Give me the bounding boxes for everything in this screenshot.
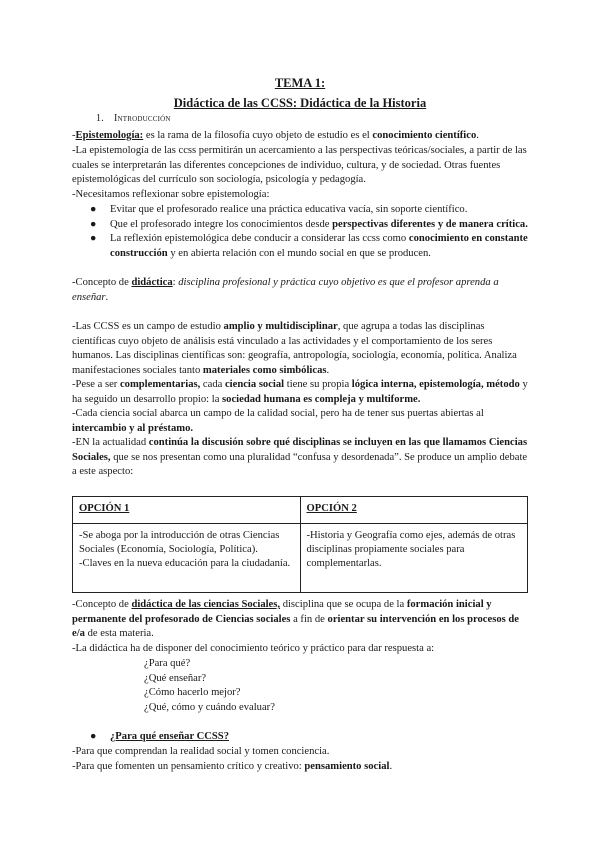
- text-run: disciplina que se ocupa de la: [280, 599, 407, 610]
- bold-run: conocimiento en constante construcción: [110, 233, 528, 259]
- question-item: ¿Qué, cómo y cuándo evaluar?: [144, 702, 275, 713]
- list-item-text: Evitar que el profesorado realice una práctica educativa vacía, sin soporte científico.: [110, 204, 468, 215]
- bullet-icon: ●: [90, 204, 97, 215]
- list-item: [90, 203, 530, 218]
- doc-title-tema: TEMA 1:: [274, 76, 326, 90]
- bold-run: conocimiento científico: [372, 130, 477, 141]
- question-item: ¿Para qué?: [144, 658, 191, 669]
- text-run: -Concepto de: [72, 277, 132, 288]
- italic-run: disciplina profesional y práctica cuyo objetivo es que el profesor aprenda a enseñar: [72, 277, 499, 303]
- options-table: [72, 496, 528, 593]
- bullet-icon: ●: [90, 218, 97, 230]
- paragraph-ccss-perspectivas: [72, 144, 528, 188]
- paragraph-fomenten: [72, 760, 528, 775]
- bold-run: perspectivas diferentes y de manera crítica.: [332, 218, 528, 230]
- text-run: , que agrupa a todas las disciplinas científicas cuyo objeto de análisis está vinculado a las actividades y el comportamiento de los seres humanos. Las disciplinas científicas son: geografía, antropología, sociología, economía, política. Analiza manifestaciones sociales tanto: [72, 321, 517, 376]
- list-item-text: y en abierta relación con el mundo social en que se producen.: [167, 247, 431, 259]
- text-run: .: [105, 291, 109, 303]
- table-header-option-1: OPCIÓN 1: [73, 497, 301, 524]
- bold-run: materiales como simbólicas: [202, 364, 327, 376]
- term-didactica-ccss: didáctica de las ciencias Sociales,: [131, 599, 281, 610]
- paragraph-text: -Necesitamos reflexionar sobre epistemología:: [72, 189, 270, 200]
- bold-run: formación inicial y permanente del profesorado de Ciencias sociales: [72, 599, 492, 625]
- text-run: y ha seguido un desarrollo propio: la: [72, 379, 528, 405]
- paragraph-complementarias: [72, 378, 528, 407]
- paragraph-text: -Para que comprendan la realidad social y tomen conciencia.: [72, 746, 330, 757]
- text-run: :: [172, 277, 179, 288]
- bold-run: ciencia social: [224, 379, 285, 390]
- text-run: -Las CCSS es un campo de estudio: [72, 321, 224, 332]
- table-header-option-2: OPCIÓN 2: [300, 497, 528, 524]
- paragraph-ccss-campo: [72, 320, 528, 378]
- list-item: [90, 232, 530, 261]
- bullet-heading-text: ¿Para qué enseñar CCSS?: [110, 731, 229, 742]
- text-run: -Pese a ser: [72, 379, 120, 390]
- bullet-icon: ●: [90, 233, 97, 245]
- doc-title-subject: Didáctica de las CCSS: Didáctica de la Historia: [173, 96, 427, 110]
- bold-run: amplio y multidisciplinar: [223, 321, 338, 332]
- list-item: [90, 730, 530, 745]
- text-run: cada: [200, 379, 225, 390]
- text-run: es la rama de la filosofía cuyo objeto de estudio es el: [143, 130, 373, 141]
- text-run: .: [389, 761, 393, 772]
- paragraph-cada-ciencia: [72, 407, 528, 436]
- list-item: [90, 218, 530, 233]
- paragraph-la-didactica: [72, 642, 528, 657]
- cell-line: -Claves en la nueva educación para la ciudadanía.: [79, 557, 291, 569]
- text-run: a fin de: [290, 613, 328, 625]
- bold-run: lógica interna, epistemología, método: [351, 379, 520, 390]
- bold-run: intercambio y al préstamo.: [72, 422, 194, 434]
- bold-run: pensamiento social: [304, 761, 390, 772]
- paragraph-necesitamos: [72, 188, 528, 203]
- bold-run: sociedad humana es compleja y multiforme.: [222, 393, 421, 405]
- text-run: .: [476, 130, 479, 141]
- bold-run: orientar su intervención en los procesos de e/a: [72, 613, 519, 640]
- table-cell-option-2: -Historia y Geografía como ejes, además de otras disciplinas propiamente sociales para complementarlas.: [300, 524, 528, 593]
- text-run: -: [72, 130, 76, 141]
- bullet-heading-para-que: [90, 730, 530, 745]
- text-run: -Para que fomenten un pensamiento crítico y creativo:: [72, 761, 305, 772]
- bold-run: complementarias,: [119, 379, 201, 390]
- paragraph-epistemologia: [72, 129, 528, 144]
- paragraph-actualidad: [72, 436, 528, 480]
- text-run: que se nos presentan como una pluralidad “confusa y desordenada”. Se produce un amplio debate a este aspecto:: [72, 451, 528, 478]
- section-heading: [96, 113, 171, 124]
- paragraph-comprendan: [72, 745, 528, 760]
- text-run: -EN la actualidad: [72, 437, 149, 448]
- text-run: de esta materia.: [84, 628, 154, 640]
- text-run: -Concepto de: [72, 599, 132, 610]
- text-run: -Cada ciencia social abarca un campo de la calidad social, pero ha de tener sus puertas abiertas al: [72, 408, 484, 419]
- bold-run: continúa la discusión sobre qué disciplinas se incluyen en las que llamamos Ciencias Sociales,: [72, 437, 528, 463]
- bullet-list-epistemologia: [90, 203, 530, 261]
- list-item-text: Que el profesorado integre los conocimientos desde: [110, 218, 333, 230]
- section-number: 1.: [96, 113, 104, 124]
- text-run: tiene su propia: [284, 379, 352, 390]
- question-item: ¿Cómo hacerlo mejor?: [144, 687, 241, 698]
- question-item: ¿Qué enseñar?: [144, 673, 207, 684]
- bullet-icon: ●: [90, 731, 97, 742]
- table-cell-option-1: [73, 524, 301, 593]
- paragraph-didactica-ccss: [72, 598, 528, 642]
- term-epistemologia: Epistemología:: [75, 130, 144, 141]
- section-label: Introducción: [114, 113, 171, 124]
- term-didactica: didáctica: [131, 277, 173, 288]
- cell-line: -Se aboga por la introducción de otras Ciencias Sociales (Economía, Sociología, Política).: [79, 530, 280, 555]
- text-run: .: [326, 364, 330, 376]
- paragraph-text: -La didáctica ha de disponer del conocimiento teórico y práctico para dar respuesta a:: [72, 643, 435, 654]
- paragraph-text: -La epistemología de las ccss permitirán un acercamiento a las perspectivas teóricas/sociales, a partir de las cuales se interpretarán las diferentes concepciones de individuo, cultura, y de sociedad. Otras fuentes epistemológicas del currículo son sociología, psicología y pedagogía.: [72, 145, 527, 186]
- list-item-text: La reflexión epistemológica debe conducir a considerar las ccss como: [110, 233, 409, 245]
- paragraph-didactica: [72, 276, 528, 305]
